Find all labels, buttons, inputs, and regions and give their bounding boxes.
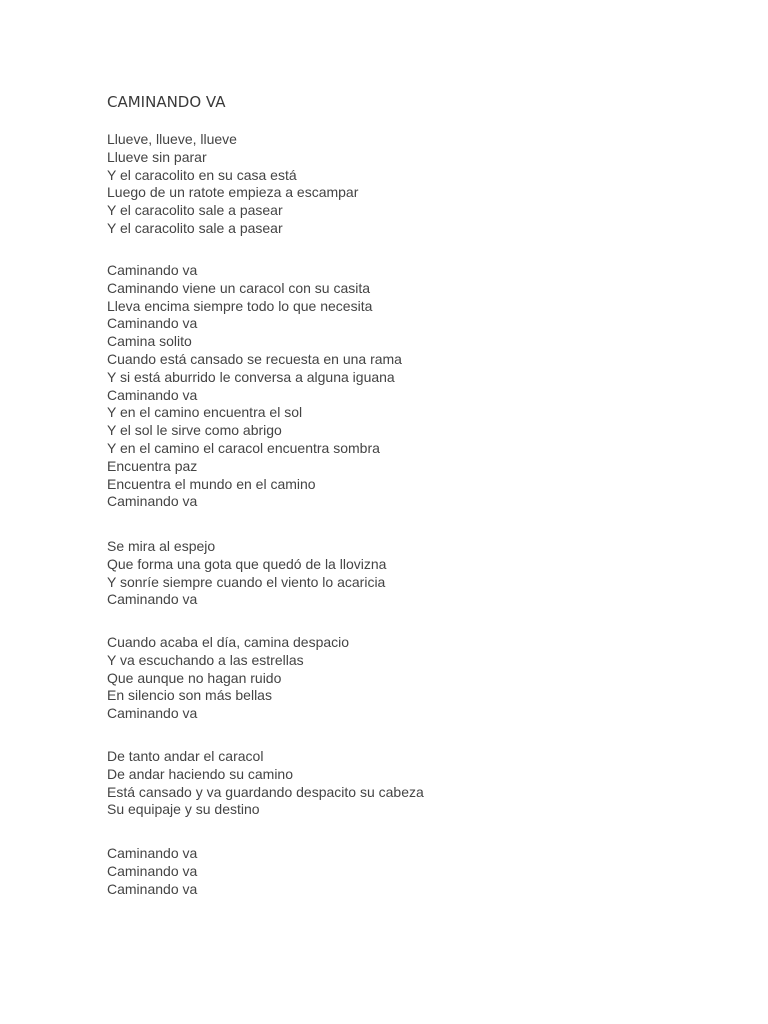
- stanza-3: [107, 538, 386, 609]
- lyric-line: Caminando va: [107, 591, 198, 608]
- lyric-line: Su equipaje y su destino: [107, 801, 260, 818]
- lyric-line: Camina solito: [107, 333, 192, 350]
- lyric-line: Caminando va: [107, 705, 198, 722]
- lyric-line: Caminando va: [107, 262, 198, 278]
- lyric-line: Llueve sin parar: [107, 148, 207, 165]
- lyric-line: Cuando está cansado se recuesta en una rama: [107, 350, 402, 367]
- lyric-line: Y va escuchando a las estrellas: [107, 651, 304, 668]
- lyric-line: Luego de un ratote empieza a escampar: [107, 184, 359, 201]
- lyric-line: Y si está aburrido le conversa a alguna iguana: [107, 368, 395, 385]
- stanza-5: [107, 748, 424, 819]
- lyric-line: Caminando va: [107, 386, 198, 403]
- lyric-line: Caminando va: [107, 880, 198, 897]
- lyric-line: De andar haciendo su camino: [107, 765, 294, 782]
- lyric-line: En silencio son más bellas: [107, 687, 272, 704]
- lyric-line: Encuentra el mundo en el camino: [107, 475, 316, 492]
- lyric-line: Y el caracolito sale a pasear: [107, 219, 283, 236]
- lyric-line: Caminando va: [107, 493, 198, 510]
- lyric-line: Y el caracolito en su casa está: [107, 166, 297, 183]
- stanza-4: [107, 634, 349, 723]
- lyric-line: Y en el camino el caracol encuentra sombra: [107, 439, 380, 456]
- stanza-2: [107, 262, 402, 511]
- lyric-line: Lleva encima siempre todo lo que necesita: [107, 297, 373, 314]
- lyric-line: Y el caracolito sale a pasear: [107, 202, 283, 219]
- lyric-line: Llueve, llueve, llueve: [107, 131, 237, 147]
- lyric-line: Caminando va: [107, 862, 198, 879]
- lyric-line: De tanto andar el caracol: [107, 748, 264, 764]
- lyric-line: Caminando va: [107, 845, 198, 861]
- lyric-line: Caminando viene un caracol con su casita: [107, 279, 371, 296]
- lyric-line: Y sonríe siempre cuando el viento lo acaricia: [107, 573, 386, 590]
- lyric-line: Y en el camino encuentra el sol: [107, 404, 303, 421]
- lyric-line: Y el sol le sirve como abrigo: [107, 422, 282, 439]
- lyric-line: Que forma una gota que quedó de la llovizna: [107, 555, 387, 572]
- lyric-line: Caminando va: [107, 315, 198, 332]
- lyric-line: Que aunque no hagan ruido: [107, 669, 282, 686]
- lyric-line: Cuando acaba el día, camina despacio: [107, 634, 350, 650]
- stanza-1: [107, 131, 358, 238]
- lyric-line: Encuentra paz: [107, 457, 198, 474]
- lyric-line: Se mira al espejo: [107, 538, 216, 554]
- lyric-line: Está cansado y va guardando despacito su cabeza: [107, 783, 424, 800]
- stanza-6: [107, 845, 197, 898]
- song-title: CAMINANDO VA: [107, 93, 226, 111]
